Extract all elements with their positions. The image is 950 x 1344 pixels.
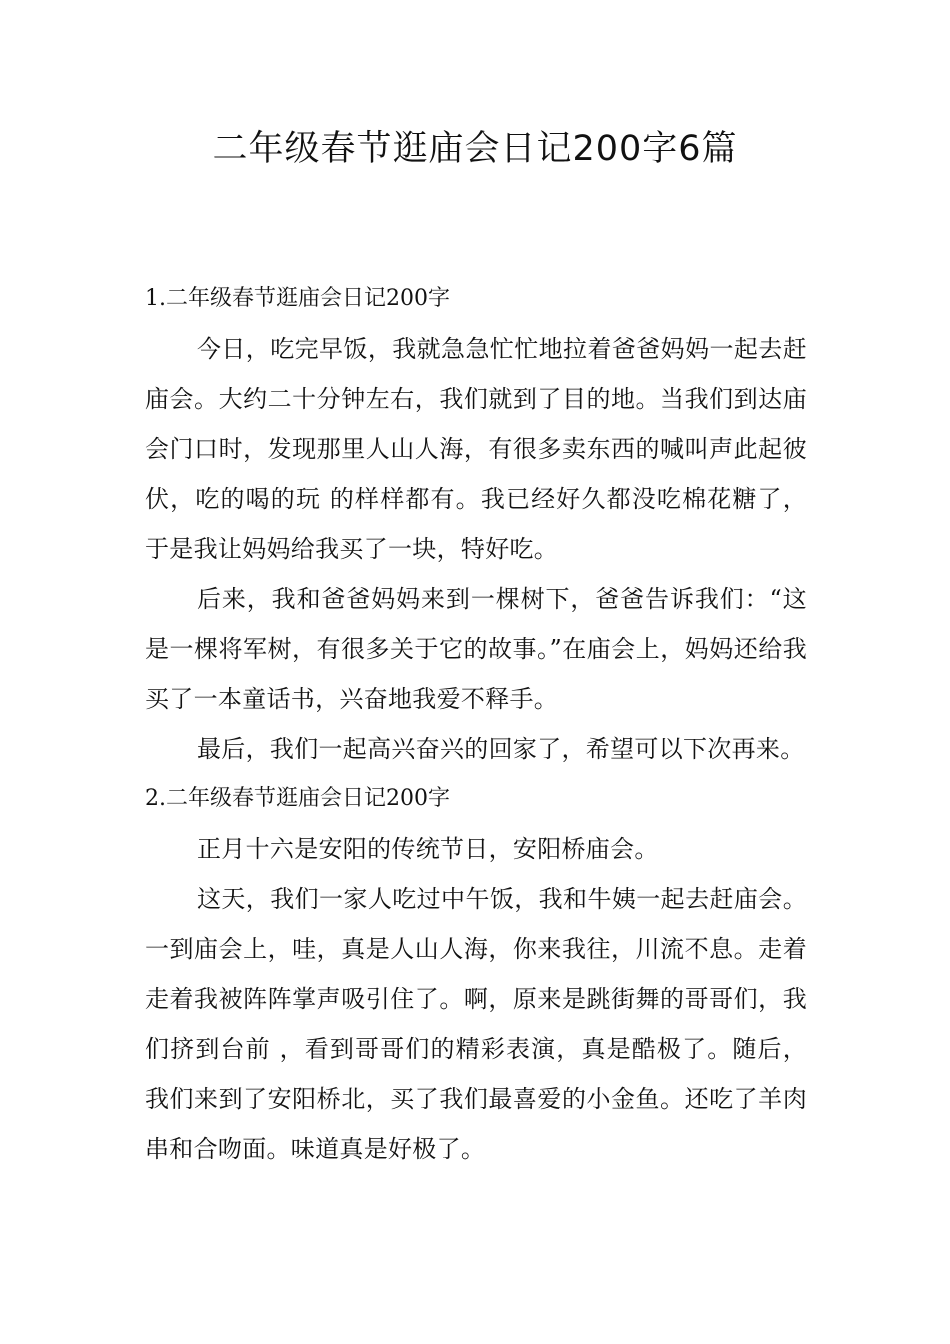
paragraph: 这天，我们一家人吃过中午饭，我和牛姨一起去赶庙会。一到庙会上，哇，真是人山人海，你来我往，川流不息。走着走着我被阵阵掌声吸引住了。啊，原来是跳街舞的哥哥们，我们挤到台前 ，看到哥哥们的精彩表演，真是酷极了。随后，我们来到了安阳桥北，买了我们最喜爱的小金鱼。还吃了羊肉串和合吻面。味道真是好极了。 <box>145 885 807 1163</box>
section-2 <box>145 774 807 1174</box>
paragraph: 最后，我们一起高兴奋兴的回家了，希望可以下次再来。 <box>197 735 805 763</box>
paragraph: 正月十六是安阳的传统节日，安阳桥庙会。 <box>197 835 659 863</box>
section-1 <box>145 274 807 774</box>
document-title: 二年级春节逛庙会日记200字6篇 <box>212 129 738 169</box>
section-heading: 2.二年级春节逛庙会日记200字 <box>145 786 450 811</box>
paragraph: 今日，吃完早饭，我就急急忙忙地拉着爸爸妈妈一起去赶庙会。大约二十分钟左右，我们就到了目的地。当我们到达庙会门口时，发现那里人山人海，有很多卖东西的喊叫声此起彼伏，吃的喝的玩 的样样都有。我已经好久都没吃棉花糖了，于是我让妈妈给我买了一块，特好吃。 <box>145 335 807 563</box>
document-body <box>145 274 807 1174</box>
paragraph: 后来，我和爸爸妈妈来到一棵树下，爸爸告诉我们：“这是一棵将军树，有很多关于它的故事。”在庙会上，妈妈还给我买了一本童话书，兴奋地我爱不释手。 <box>145 585 807 713</box>
section-heading: 1.二年级春节逛庙会日记200字 <box>145 286 450 311</box>
